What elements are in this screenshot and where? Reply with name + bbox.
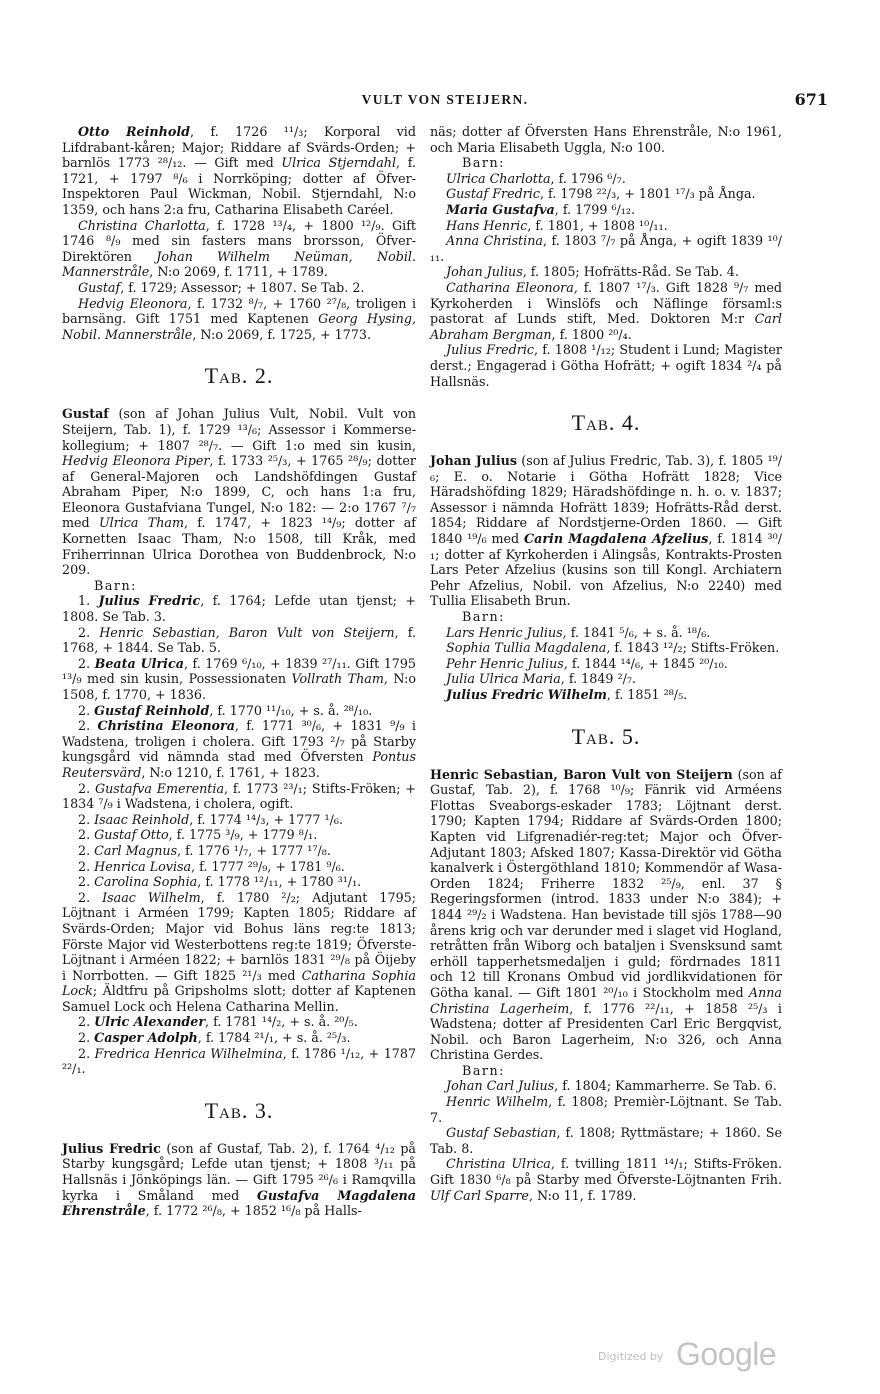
entry-text: näs; dotter af Öfversten Hans Ehrenstråle, N:o 1961, och Maria Elisabeth Uggla, N:o 100. — [430, 124, 782, 155]
entry-text: , f. 1841 ⁵/₆, + s. å. ¹⁸/₆. — [562, 624, 711, 640]
entry-text: , f. 1764; Lefde utan tjenst; + 1808. Se Tab. 3. — [62, 593, 416, 625]
entry-text: , f. 1796 ⁶/₇. — [550, 170, 626, 186]
tab-3-intro — [62, 1141, 416, 1219]
entry-text: (son af Gustaf, Tab. 2), f. 1768 ¹⁰/₉; Fänrik vid Arméens Flottas Sveaborgs-eskader 1783; Löjtnant derst. 1790; Kapten 1794; Riddare af Svärds-Orden 1800; Kapten vid Lifgrenadiér-reg:tet; Major och Öfver-Adjutant 1803; Afsked 1807; Kassa-Direktör vid Götha kanalverk i Östergöthland 1810; Kommendör af Wasa-Orden 1824; Friherre 1832 ²⁵/₉, enl. 37 § Regeringsformen (introd. 1833 under N:o 384); + 1844 ²⁹/₂ i Wadstena. Han bevistade till sjös 1788—90 årens krig och var derunder med i slaget vid Hogland, retråtten från Wiborg och bataljen i Svensksund samt erhöll tapperhetsmedaljen i guld; fördrnades 1811 och 12 till Kronans Ombud vid jordlikvidationen för Götha kanal. — Gift 1801 ²⁰/₁₀ i Stockholm med — [430, 766, 782, 1000]
entry-text: , f. 1807 ¹⁷/₃. Gift 1828 ⁹/₇ med Kyrkoherden i Winslöfs och Näflinge församl:s pastorat af Lunds stift, Med. Doktoren M:r — [430, 279, 783, 327]
person-name: Georg Hysing, Nobil. Mannerstråle — [62, 311, 416, 342]
tab-5-barn: Barn: — [462, 1062, 505, 1078]
person-name: Hedvig Eleonora — [78, 295, 188, 311]
tab-4-intro — [430, 453, 782, 609]
person-name: Maria Gustafva — [446, 201, 555, 217]
entry-text: 2. — [78, 1045, 95, 1061]
tab-2-child-7 — [62, 812, 416, 828]
tab-2-child-9 — [62, 843, 416, 859]
christina-charlotta-entry — [62, 218, 416, 280]
entry-text: 2. — [78, 702, 95, 718]
entry-text: , f. 1808; Premièr-Löjtnant. Se Tab. 7. — [430, 1094, 782, 1125]
person-name: Henrica Lovisa — [94, 858, 192, 874]
tab-3-intro-cont — [430, 124, 782, 155]
digitized-by-google-watermark — [598, 1336, 788, 1376]
entry-text: , f. 1805; Hofrätts-Råd. Se Tab. 4. — [522, 264, 739, 280]
entry-text: , f. 1786 ¹/₁₂, + 1787 ²²/₁. — [62, 1045, 417, 1077]
tab-5-heading: Tab. 5. — [571, 723, 641, 749]
person-name: Julius Fredric — [62, 1140, 161, 1156]
person-name: Johan Wilhelm Neüman, Nobil. Mannerstråle — [62, 248, 416, 280]
person-name: Gustafva Magdalena Ehrenstråle — [62, 1187, 416, 1219]
tab-4-barn: Barn: — [462, 609, 505, 625]
tab-3-child-5 — [430, 233, 782, 264]
tab-2-child-1 — [62, 593, 416, 624]
otto-reinhold-entry — [62, 124, 416, 218]
person-name: Gustaf — [62, 406, 109, 422]
tab-2-child-3 — [62, 656, 416, 703]
entry-text: , f. 1843 ¹²/₂; Stifts-Fröken. — [606, 640, 780, 656]
person-name: Catharina Eleonora — [446, 279, 574, 295]
person-name: Lars Henric Julius — [446, 624, 563, 640]
tab-5-intro — [430, 767, 782, 1063]
entry-text: 2. — [78, 780, 95, 796]
person-name: Carolina Sophia — [94, 874, 198, 890]
entry-text: (son af Johan Julius Vult, Nobil. Vult von Steijern, Tab. 1), f. 1729 ¹³/₆; Assessor i Kommerse-kollegium; + 1807 ²⁸/₇. — Gift 1:o med sin kusin, — [62, 406, 416, 453]
tab-3-child-6 — [430, 264, 782, 280]
entry-text: , f. 1814 ³⁰/₁; dotter af Kyrkoherden i Alingsås, Kontrakts-Prosten Lars Peter Afzelius (kusins son till Kongl. Archiatern Pehr Afzelius, Nobil. von Afzelius, N:o 2240) med Tullia Elisabeth Brun. — [430, 531, 782, 609]
entry-text: , f. 1798 ²²/₃, + 1801 ¹⁷/₃ på Ånga. — [539, 186, 756, 202]
entry-text: ; Äldtfru på Gripsholms slott; dotter af Kaptenen Samuel Lock och Helena Catharina Mellin. — [62, 983, 416, 1014]
entry-text: , N:o 2069, f. 1711, + 1789. — [149, 264, 328, 280]
entry-text: , f. 1773 ²³/₁; Stifts-Fröken; + 1834 ⁷/₉ i Wadstena, i cholera, ogift. — [62, 780, 416, 812]
entry-text: , f. 1721, + 1797 ⁸/₆ i Norrköping; dotter af Öfver-Inspektoren Paul Wickman, Nobil. Stjerndahl, N:o 1359, och hans 2:a fru, Catharina Elisabeth Caréel. — [62, 155, 417, 217]
person-name: Henric Sebastian, Baron Vult von Steijern — [430, 766, 733, 782]
entry-text: 2. — [78, 842, 95, 858]
entry-text: 2. — [78, 811, 95, 827]
person-name: Vollrath Tham — [291, 671, 384, 687]
tab-3-heading: Tab. 3. — [204, 1097, 274, 1123]
tab-4-heading: Tab. 4. — [571, 410, 641, 436]
person-name: Ulrica Tham — [98, 515, 184, 531]
person-name: Anna Christina — [446, 233, 543, 249]
left-column — [62, 124, 416, 1219]
entry-text: , f. 1747, + 1823 ¹⁴/₉; dotter af Kornetten Isaac Tham, N:o 1508, till Kråk, med Friherrinnan Ulrica Dorothea von Buddenbrock, N:o 209. — [62, 515, 416, 578]
person-name: Henric Sebastian, Baron Vult von Steijern — [99, 624, 395, 640]
running-title: VULT VON STEIJERN. — [361, 92, 529, 107]
person-name: Isaac Wilhelm — [102, 889, 201, 905]
person-name: Carin Magdalena Afzelius — [524, 531, 709, 547]
page-number: 671 — [794, 90, 828, 109]
person-name: Hedvig Eleonora Piper — [62, 453, 210, 469]
tab-4-child-5 — [430, 687, 782, 703]
google-logo: Google — [676, 1336, 777, 1372]
entry-text: , f. 1780 ²/₂; Adjutant 1795; Löjtnant i Arméen 1799; Kapten 1805; Riddare af Svärds-Orden; Major vid Bohus läns reg:te 1813; Förste Major vid Westerbottens reg:te 1819; Öfverste-Löjtnant i Arméen 1822; + barnlös 1831 ²⁹/₈ på Öijeby i Norrbotten. — Gift 1825 ²¹/₃ med — [62, 889, 416, 983]
right-column — [430, 124, 782, 1203]
entry-text: , f. 1804; Kammarherre. Se Tab. 6. — [554, 1078, 777, 1094]
tab-2-child-10 — [62, 859, 416, 875]
person-name: Christina Charlotta — [78, 217, 206, 233]
entry-text: 2. — [78, 827, 95, 843]
gustaf-entry — [62, 280, 416, 296]
entry-text: 2. — [78, 655, 95, 671]
person-name: Carl Abraham Bergman — [430, 311, 782, 342]
tab-4-child-4 — [430, 671, 782, 687]
person-name: Henric Wilhelm — [446, 1094, 549, 1110]
tab-4-child-1 — [430, 625, 782, 641]
tab-2-child-2 — [62, 625, 416, 656]
tab-2-child-4 — [62, 703, 416, 719]
tab-3-child-1 — [430, 171, 782, 187]
tab-5-child-1 — [430, 1078, 782, 1094]
entry-text: (son af Gustaf, Tab. 2), f. 1764 ⁴/₁₂ på Starby kungsgård; Lefde utan tjenst; + 1808 ³/₁₁ på Hallsnäs i Jönköpings län. — Gift 1795 ²⁶/₆ i Ramqvilla kyrka i Småland med — [62, 1140, 417, 1203]
entry-text: , f. 1733 ²⁵/₃, + 1765 ²⁸/₉; dotter af General-Majoren och Landshöfdingen Gustaf Abraham Piper, N:o 1899, C, och hans 1:a fru, Eleonora Gustafviana Tungel, N:o 182: — 2:o 1767 ⁷/₇ med — [62, 453, 416, 531]
person-name: Julia Ulrica Maria — [446, 671, 561, 687]
entry-text: , f. 1844 ¹⁴/₆, + 1845 ²⁰/₁₀. — [563, 655, 728, 671]
tab-5-child-2 — [430, 1094, 782, 1125]
entry-text: 2. — [78, 874, 95, 890]
person-name: Christina Eleonora — [97, 718, 235, 734]
tab-2-child-8 — [62, 827, 416, 843]
entry-text: 2. — [78, 1030, 95, 1046]
person-name: Julius Fredric — [98, 593, 201, 609]
entry-text: , f. 1728 ¹³/₄, + 1800 ¹²/₉. Gift 1746 ⁸/₉ med sin fasters mans brorsson, Öfver-Direktören — [62, 217, 416, 264]
tab-3-child-3 — [430, 202, 782, 218]
person-name: Pehr Henric Julius — [446, 655, 564, 671]
entry-text: , f. 1808 ¹/₁₂; Student i Lund; Magister derst.; Engagerad i Götha Hofrätt; + ogift 1834 ²/₄ på Hallsnäs. — [430, 342, 782, 389]
tab-4-child-3 — [430, 656, 782, 672]
tab-2-barn: Barn: — [94, 577, 137, 593]
person-name: Julius Fredric — [446, 342, 535, 358]
tab-2-child-6 — [62, 781, 416, 812]
person-name: Beata Ulrica — [94, 655, 184, 671]
person-name: Casper Adolph — [94, 1030, 198, 1046]
person-name: Gustaf Reinhold — [94, 702, 210, 718]
entry-text: , f. 1799 ⁶/₁₂. — [554, 201, 636, 217]
entry-text: , f. 1849 ²/₇. — [560, 671, 636, 687]
person-name: Gustaf Fredric — [446, 186, 540, 202]
tab-3-child-4 — [430, 218, 782, 234]
entry-text: 2. — [78, 889, 103, 905]
entry-text: , f. 1784 ²¹/₁, + s. å. ²⁵/₃. — [197, 1030, 351, 1046]
running-header — [62, 92, 828, 114]
person-name: Johan Julius — [430, 453, 518, 469]
entry-text: , f. 1774 ¹⁴/₃, + 1777 ¹/₆. — [189, 811, 343, 827]
person-name: Carl Magnus — [94, 842, 178, 858]
entry-text: , f. 1781 ¹⁴/₂, + s. å. ²⁰/₅. — [205, 1014, 358, 1030]
entry-text: , f. 1808; Ryttmästare; + 1860. Se Tab. 8. — [430, 1125, 782, 1156]
entry-text: , N:o 2069, f. 1725, + 1773. — [192, 326, 371, 342]
entry-text: , f. 1777 ²⁹/₉, + 1781 ⁹/₆. — [191, 858, 345, 874]
tab-2-child-12 — [62, 890, 416, 1015]
entry-text: , N:o 11, f. 1789. — [528, 1187, 637, 1203]
tab-3-child-2 — [430, 186, 782, 202]
person-name: Ulric Alexander — [94, 1014, 206, 1030]
person-name: Gustaf Sebastian — [446, 1125, 557, 1141]
entry-text: 1. — [78, 593, 99, 609]
tab-5-child-3 — [430, 1125, 782, 1156]
entry-text: , f. 1732 ⁸/₇, + 1760 ²⁷/₈, troligen i barnsäng. Gift 1751 med Kaptenen — [62, 295, 417, 327]
hedvig-eleonora-entry — [62, 296, 416, 343]
person-name: Pontus Reutersvärd — [62, 749, 416, 780]
entry-text: 2. — [78, 858, 95, 874]
person-name: Otto Reinhold — [78, 124, 191, 139]
entry-text: 2. — [78, 1014, 95, 1030]
person-name: Ulrica Charlotta — [446, 170, 551, 186]
entry-text: , f. tvilling 1811 ¹⁴/₁; Stifts-Fröken. Gift 1830 ⁶/₈ på Starby med Öfverste-Löjtnanten Frih. — [430, 1156, 782, 1188]
person-name: Anna Christina Lagerheim — [430, 984, 782, 1016]
entry-text: , f. 1769 ⁶/₁₀, + 1839 ²⁷/₁₁. Gift 1795 ¹³/₉ med sin kusin, Possessionaten — [62, 655, 417, 687]
tab-5-child-4 — [430, 1156, 782, 1203]
tab-2-heading: Tab. 2. — [204, 363, 274, 389]
tab-2-child-5 — [62, 718, 416, 780]
person-name: Johan Julius — [446, 264, 523, 280]
person-name: Gustaf Otto — [94, 827, 169, 843]
person-name: Gustaf — [78, 279, 121, 295]
entry-text: , f. 1776 ²²/₁₁, + 1858 ²⁵/₃ i Wadstena; dotter af Presidenten Carl Eric Bergqvist, Nobil. och Baron Lagerheim, N:o 326, och Anna Christina Gerdes. — [430, 1000, 782, 1063]
entry-text: , f. 1729; Assessor; + 1807. Se Tab. 2. — [120, 279, 365, 295]
tab-2-child-15 — [62, 1046, 416, 1077]
tab-3-child-7 — [430, 280, 782, 342]
entry-text: , f. 1800 ²⁰/₄. — [551, 326, 632, 342]
person-name: Isaac Reinhold — [94, 811, 190, 827]
entry-text: , f. 1770 ¹¹/₁₀, + s. å. ²⁸/₁₀. — [209, 702, 373, 718]
person-name: Catharina Sophia Lock — [62, 967, 416, 999]
entry-text: , f. 1775 ³/₉, + 1779 ⁸/₁. — [168, 827, 318, 843]
entry-text: 2. — [78, 624, 100, 640]
person-name: Christina Ulrica — [446, 1156, 551, 1172]
entry-text: , N:o 1508, f. 1770, + 1836. — [62, 671, 416, 702]
entry-text: , f. 1772 ²⁶/₈, + 1852 ¹⁶/₈ på Halls- — [145, 1203, 362, 1219]
entry-text: , f. 1726 ¹¹/₃; Korporal vid Lifdrabant-kåren; Major; Riddare af Svärds-Orden; + barnlös 1773 ²⁸/₁₂. — Gift med — [62, 124, 416, 171]
person-name: Johan Carl Julius — [446, 1078, 555, 1094]
entry-text: , f. 1776 ¹/₇, + 1777 ¹⁷/₈. — [177, 842, 331, 858]
entry-text: (son af Julius Fredric, Tab. 3), f. 1805 ¹⁹/₆; E. o. Notarie i Götha Hofrätt 1828; Vice Häradshöfding 1829; Häradshöfdinge n. h. o. v. 1837; Assessor i nämnda Hofrätt 1839; Hofrätts-Råd derst. 1854; Riddare af Nordstjerne-Orden 1860. — Gift 1840 ¹⁹/₆ med — [430, 453, 783, 547]
entry-text: , N:o 1210, f. 1761, + 1823. — [141, 764, 321, 780]
person-name: Julius Fredric Wilhelm — [446, 687, 607, 702]
person-name: Ulf Carl Sparre — [430, 1187, 529, 1203]
person-name: Fredrica Henrica Wilhelmina — [94, 1045, 283, 1061]
tab-3-barn: Barn: — [462, 155, 505, 171]
entry-text: , f. 1801, + 1808 ¹⁰/₁₁. — [527, 217, 668, 233]
entry-text: , f. 1778 ¹²/₁₁, + 1780 ³¹/₁. — [197, 874, 362, 890]
entry-text: , f. 1768, + 1844. Se Tab. 5. — [62, 624, 417, 656]
entry-text: 2. — [78, 718, 98, 734]
person-name: Hans Henric — [446, 217, 528, 233]
entry-text: , f. 1851 ²⁸/₅. — [606, 687, 688, 702]
tab-2-child-11 — [62, 874, 416, 890]
entry-text: , f. 1803 ⁷/₇ på Ånga, + ogift 1839 ¹⁰/₁₁. — [430, 233, 782, 264]
digitized-by-label: Digitized by — [598, 1350, 664, 1363]
tab-4-child-2 — [430, 640, 782, 656]
tab-2-child-14 — [62, 1030, 416, 1046]
person-name: Gustafva Emerentia — [94, 780, 225, 796]
person-name: Sophia Tullia Magdalena — [446, 640, 607, 656]
person-name: Ulrica Stjerndahl — [281, 155, 397, 171]
tab-2-intro — [62, 406, 416, 578]
entry-text: , f. 1771 ³⁰/₆, + 1831 ⁹/₉ i Wadstena, troligen i cholera. Gift 1793 ²/₇ på Starby kungsgård vid nämnda stad med Öfversten — [62, 718, 416, 765]
tab-2-child-13 — [62, 1014, 416, 1030]
tab-3-child-8 — [430, 342, 782, 389]
